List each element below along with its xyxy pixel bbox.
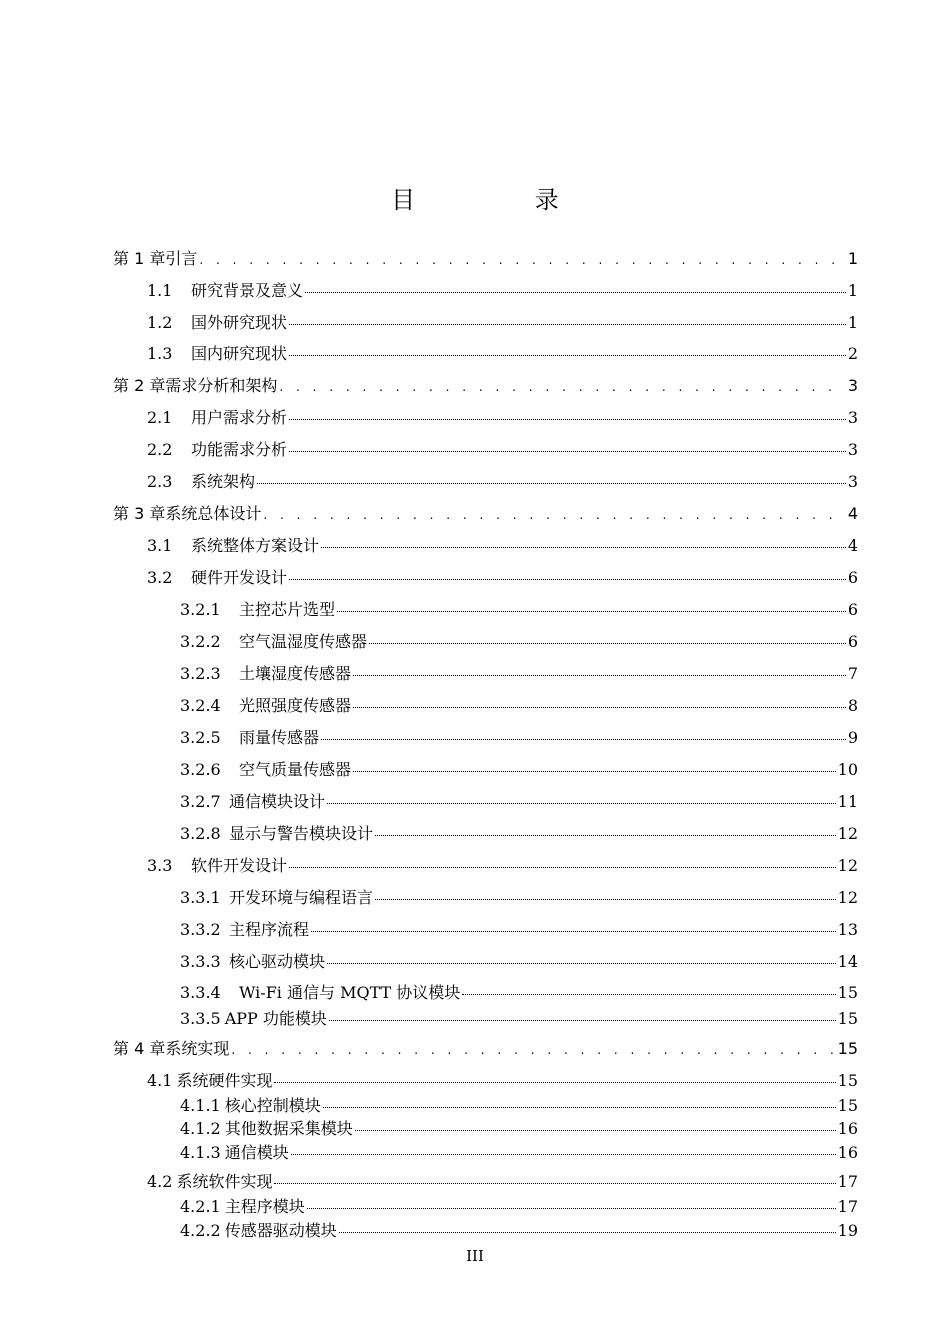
dot-leader [289, 579, 846, 580]
toc-entry[interactable] [180, 885, 858, 908]
toc-entry-number: 1.3 [147, 344, 173, 363]
toc-entry[interactable] [113, 246, 858, 269]
dot-leader [327, 963, 836, 964]
dot-leader [291, 1154, 836, 1155]
toc-entry-number: 3.3 [147, 856, 173, 875]
toc-entry[interactable] [180, 661, 858, 684]
toc-entry-number: 3.3.3 [180, 952, 221, 971]
toc-entry-number: 3.1 [147, 536, 173, 555]
toc-entry[interactable] [180, 980, 858, 1003]
toc-entry[interactable] [180, 949, 858, 972]
dot-leader [289, 867, 836, 868]
toc-entry[interactable] [180, 821, 858, 844]
dot-leader [289, 324, 846, 325]
toc-entry[interactable] [147, 310, 858, 333]
toc-entry-number: 4.1.1 [180, 1096, 221, 1115]
toc-entry-page-number: 16 [837, 1143, 858, 1162]
toc-entry-page-number: 15 [837, 1071, 858, 1090]
dot-leader [353, 707, 846, 708]
toc-entry[interactable] [180, 757, 858, 780]
toc-entry[interactable] [147, 469, 858, 492]
dot-leader [375, 835, 836, 836]
toc-entry-page-number: 19 [837, 1221, 858, 1240]
toc-entry-page-number: 4 [847, 536, 858, 555]
toc-entry-page-number: 11 [837, 792, 858, 811]
toc-entry[interactable] [147, 1169, 858, 1192]
dot-leader [321, 547, 846, 548]
toc-entry[interactable] [147, 533, 858, 556]
toc-entry-label: 显示与警告模块设计 [229, 824, 374, 843]
toc-entry-number: 第 2 章 [113, 376, 166, 395]
toc-entry-page-number: 14 [837, 952, 858, 971]
toc-entry-number: 2.1 [147, 408, 173, 427]
toc-entry-page-number: 2 [847, 344, 858, 363]
toc-entry-number: 3.2.1 [180, 600, 221, 619]
toc-entry-page-number: 12 [837, 856, 858, 875]
toc-entry[interactable] [147, 565, 858, 588]
page-title: 目 录 [391, 186, 615, 214]
toc-entry-label: 系统架构 [191, 472, 256, 491]
toc-entry-page-number: 15 [837, 1009, 858, 1028]
toc-entry-label: 通信模块设计 [229, 792, 326, 811]
toc-entry-page-number: 17 [837, 1197, 858, 1216]
dot-leader [305, 292, 846, 293]
toc-entry-label: 主程序流程 [229, 920, 310, 939]
toc-entry[interactable] [180, 1140, 858, 1163]
toc-entry-page-number: 6 [847, 632, 858, 651]
dot-leader [279, 380, 845, 394]
toc-entry-number: 1.1 [147, 281, 173, 300]
toc-entry[interactable] [147, 853, 858, 876]
dot-leader [274, 1183, 835, 1184]
toc-entry[interactable] [180, 1218, 858, 1241]
dot-leader [289, 451, 846, 452]
dot-leader [263, 508, 845, 522]
page-number-footer: III [466, 1247, 484, 1265]
toc-entry-label: 空气质量传感器 [239, 760, 352, 779]
dot-leader [274, 1082, 835, 1083]
toc-entry[interactable] [180, 629, 858, 652]
toc-entry-label: 主程序模块 [224, 1197, 305, 1216]
toc-entry-number: 3.2.6 [180, 760, 221, 779]
dot-leader [353, 771, 836, 772]
toc-entry-number: 1.2 [147, 313, 173, 332]
toc-entry[interactable] [180, 597, 858, 620]
toc-entry-label: 系统硬件实现 [176, 1071, 273, 1090]
toc-entry-label: APP 功能模块 [224, 1009, 327, 1028]
dot-leader [355, 1130, 836, 1131]
toc-entry-number: 4.2.2 [180, 1221, 221, 1240]
toc-entry-label: 其他数据采集模块 [224, 1119, 353, 1138]
toc-entry-label: 系统实现 [165, 1039, 230, 1058]
toc-entry-label: 功能需求分析 [191, 440, 288, 459]
toc-entry-page-number: 6 [847, 600, 858, 619]
toc-entry-number: 3.2 [147, 568, 173, 587]
toc-entry[interactable] [180, 1093, 858, 1116]
toc-entry-page-number: 1 [847, 281, 858, 300]
toc-entry-label: 系统软件实现 [176, 1172, 273, 1191]
toc-entry-label: 引言 [165, 249, 198, 268]
toc-entry-page-number: 3 [847, 472, 858, 491]
toc-entry-label: 用户需求分析 [191, 408, 288, 427]
dot-leader [323, 1107, 836, 1108]
dot-leader [257, 483, 846, 484]
toc-entry-page-number: 3 [847, 440, 858, 459]
toc-entry[interactable] [180, 1116, 858, 1139]
toc-entry-label: 核心驱动模块 [229, 952, 326, 971]
toc-entry-page-number: 4 [847, 504, 858, 523]
toc-entry-number: 4.2 [147, 1172, 173, 1191]
toc-entry-label: 开发环境与编程语言 [229, 888, 374, 907]
toc-entry-number: 3.2.2 [180, 632, 221, 651]
dot-leader [311, 931, 836, 932]
toc-entry[interactable] [113, 501, 858, 524]
toc-entry[interactable] [180, 725, 858, 748]
dot-leader [327, 803, 836, 804]
toc-entry[interactable] [180, 917, 858, 940]
toc-entry-label: 核心控制模块 [224, 1096, 321, 1115]
toc-entry-page-number: 1 [847, 313, 858, 332]
toc-entry-page-number: 13 [837, 920, 858, 939]
toc-entry-page-number: 10 [837, 760, 858, 779]
toc-entry-label: 硬件开发设计 [191, 568, 288, 587]
toc-entry-page-number: 15 [837, 1096, 858, 1115]
toc-entry-number: 第 3 章 [113, 504, 166, 523]
toc-entry-page-number: 12 [837, 824, 858, 843]
toc-entry[interactable] [180, 1194, 858, 1217]
toc-entry[interactable] [147, 437, 858, 460]
toc-entry-label: 国外研究现状 [191, 313, 288, 332]
toc-entry[interactable] [147, 405, 858, 428]
toc-entry-label: 空气温湿度传感器 [239, 632, 368, 651]
toc-entry-label: 光照强度传感器 [239, 696, 352, 715]
toc-entry[interactable] [147, 1068, 858, 1091]
toc-entry-page-number: 6 [847, 568, 858, 587]
toc-entry-number: 4.1 [147, 1071, 173, 1090]
toc-entry-number: 3.2.3 [180, 664, 221, 683]
toc-entry[interactable] [180, 693, 858, 716]
toc-entry-number: 3.3.5 [180, 1009, 221, 1028]
toc-entry-page-number: 15 [837, 1039, 858, 1058]
toc-entry-label: 国内研究现状 [191, 344, 288, 363]
dot-leader [369, 643, 846, 644]
toc-entry-label: 需求分析和架构 [165, 376, 278, 395]
toc-entry[interactable] [113, 373, 858, 396]
toc-entry-number: 3.2.7 [180, 792, 221, 811]
toc-entry-number: 2.2 [147, 440, 173, 459]
dot-leader [339, 1232, 836, 1233]
toc-entry-page-number: 12 [837, 888, 858, 907]
dot-leader [321, 739, 846, 740]
toc-entry-number: 第 4 章 [113, 1039, 166, 1058]
toc-entry-number: 3.3.4 [180, 983, 221, 1002]
toc-entry-label: 通信模块 [224, 1143, 289, 1162]
toc-entry-page-number: 8 [847, 696, 858, 715]
toc-entry[interactable] [113, 1036, 858, 1059]
toc-entry-label: 土壤湿度传感器 [239, 664, 352, 683]
toc-entry-page-number: 1 [847, 249, 858, 268]
toc-entry[interactable] [180, 789, 858, 812]
toc-entry-label: 雨量传感器 [239, 728, 320, 747]
toc-entry-page-number: 3 [847, 408, 858, 427]
toc-entry-number: 3.3.2 [180, 920, 221, 939]
dot-leader [337, 611, 846, 612]
toc-entry-label: 传感器驱动模块 [224, 1221, 337, 1240]
toc-entry-page-number: 3 [847, 376, 858, 395]
dot-leader [231, 1043, 835, 1057]
toc-entry-number: 第 1 章 [113, 249, 166, 268]
toc-entry-label: 软件开发设计 [191, 856, 288, 875]
toc-entry-page-number: 15 [837, 983, 858, 1002]
toc-entry-number: 2.3 [147, 472, 173, 491]
dot-leader [289, 355, 846, 356]
dot-leader [199, 253, 845, 267]
toc-entry-page-number: 7 [847, 664, 858, 683]
toc-entry-number: 3.2.8 [180, 824, 221, 843]
toc-entry-label: 主控芯片选型 [239, 600, 336, 619]
toc-entry-number: 4.2.1 [180, 1197, 221, 1216]
toc-entry-label: 系统总体设计 [165, 504, 262, 523]
toc-entry-number: 4.1.2 [180, 1119, 221, 1138]
toc-entry-number: 3.2.5 [180, 728, 221, 747]
toc-entry-number: 4.1.3 [180, 1143, 221, 1162]
dot-leader [307, 1208, 836, 1209]
dot-leader [375, 899, 836, 900]
dot-leader [289, 419, 846, 420]
toc-entry[interactable] [147, 278, 858, 301]
toc-entry-page-number: 17 [837, 1172, 858, 1191]
toc-entry-page-number: 16 [837, 1119, 858, 1138]
dot-leader [329, 1020, 836, 1021]
toc-entry-label: 研究背景及意义 [191, 281, 304, 300]
toc-entry-number: 3.2.4 [180, 696, 221, 715]
dot-leader [353, 675, 846, 676]
dot-leader [462, 994, 835, 995]
toc-entry[interactable] [180, 1006, 858, 1029]
toc-entry[interactable] [147, 341, 858, 364]
toc-entry-label: Wi-Fi 通信与 MQTT 协议模块 [239, 983, 461, 1002]
toc-entry-label: 系统整体方案设计 [191, 536, 320, 555]
toc-entry-number: 3.3.1 [180, 888, 221, 907]
toc-entry-page-number: 9 [847, 728, 858, 747]
